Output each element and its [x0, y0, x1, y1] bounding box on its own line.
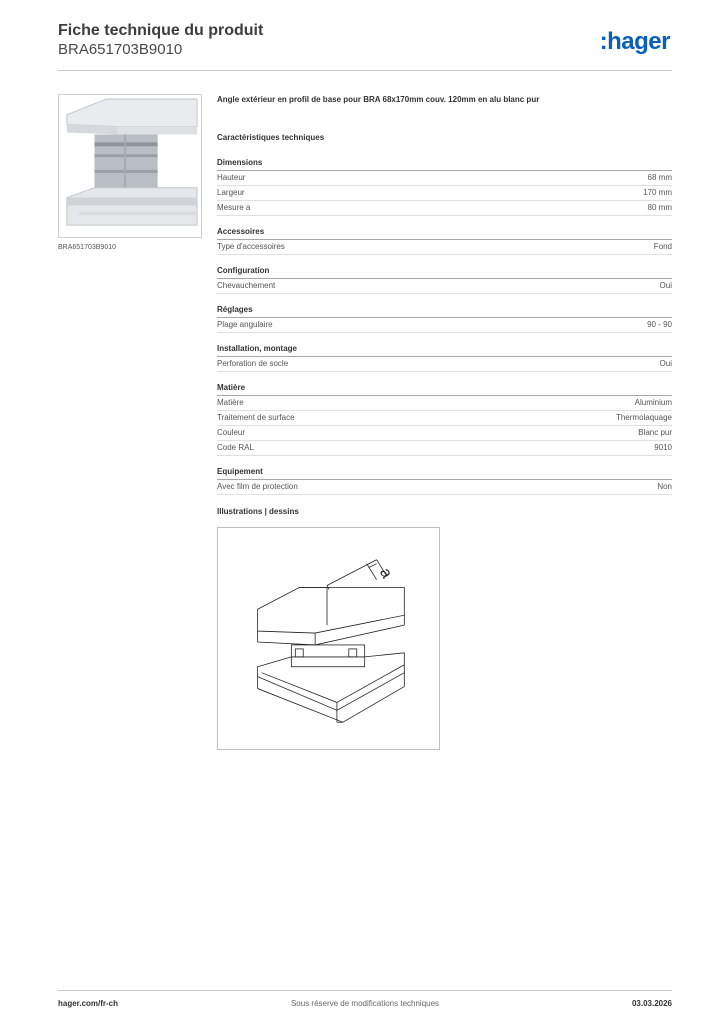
spec-section-title: Installation, montage — [217, 342, 672, 357]
spec-row — [217, 480, 672, 495]
spec-row — [217, 396, 672, 411]
spec-section-title: Matière — [217, 381, 672, 396]
spec-value: 90 - 90 — [647, 320, 672, 329]
logo-wordmark: :hager — [599, 28, 670, 55]
spec-label: Largeur — [217, 188, 245, 197]
page-header — [58, 22, 672, 71]
footer-notice: Sous réserve de modifications techniques — [290, 999, 440, 1008]
characteristics-sections — [217, 156, 672, 495]
product-description: Angle extérieur en profil de base pour BRA 68x170mm couv. 120mm en alu blanc pur — [217, 95, 540, 104]
spec-label: Hauteur — [217, 173, 246, 182]
corner-drawing-icon — [218, 528, 439, 749]
spec-value: 9010 — [654, 443, 672, 452]
spec-value: Blanc pur — [638, 428, 672, 437]
spec-section-title: Dimensions — [217, 156, 672, 171]
page-title: Fiche technique du produit — [58, 22, 264, 39]
spec-row — [217, 426, 672, 441]
spec-row — [217, 186, 672, 201]
spec-section — [217, 381, 672, 456]
footer-date: 03.03.2026 — [631, 999, 672, 1008]
spec-value: Fond — [653, 242, 672, 251]
spec-section — [217, 465, 672, 495]
spec-section — [217, 303, 672, 333]
spec-row — [217, 240, 672, 255]
spec-section-title: Accessoires — [217, 225, 672, 240]
spec-section — [217, 225, 672, 255]
spec-value: Thermolaquage — [615, 413, 672, 422]
technical-drawing — [217, 527, 440, 750]
spec-section — [217, 156, 672, 216]
spec-value: Non — [657, 482, 672, 491]
spec-row — [217, 201, 672, 216]
spec-value: 68 mm — [647, 173, 672, 182]
spec-row — [217, 411, 672, 426]
spec-section-title: Equipement — [217, 465, 672, 480]
spec-section-title: Configuration — [217, 264, 672, 279]
spec-label: Mesure a — [217, 203, 251, 212]
spec-row — [217, 279, 672, 294]
spec-value: Oui — [659, 359, 672, 368]
spec-row — [217, 171, 672, 186]
dimension-label: a — [376, 565, 396, 582]
illustrations-title: Illustrations | dessins — [217, 507, 299, 516]
spec-label: Couleur — [217, 428, 246, 437]
spec-label: Plage angulaire — [217, 320, 273, 329]
product-code-heading: BRA651703B9010 — [58, 41, 183, 58]
page-footer — [58, 990, 672, 1011]
spec-value: Aluminium — [634, 398, 672, 407]
spec-section — [217, 342, 672, 372]
spec-row — [217, 318, 672, 333]
spec-label: Chevauchement — [217, 281, 276, 290]
product-photo — [58, 94, 202, 238]
spec-label: Type d'accessoires — [217, 242, 285, 251]
spec-label: Matière — [217, 398, 244, 407]
product-photo-caption: BRA651703B9010 — [58, 244, 116, 251]
spec-row — [217, 357, 672, 372]
footer-website: hager.com/fr-ch — [58, 999, 119, 1008]
spec-label: Traitement de surface — [217, 413, 295, 422]
spec-section — [217, 264, 672, 294]
spec-label: Avec film de protection — [217, 482, 298, 491]
spec-row — [217, 441, 672, 456]
spec-value: 170 mm — [643, 188, 672, 197]
spec-value: 80 mm — [647, 203, 672, 212]
characteristics-title: Caractéristiques techniques — [217, 133, 325, 142]
technical-sheet — [217, 94, 672, 504]
product-photo-corner-icon — [59, 95, 201, 237]
hager-logo — [582, 24, 672, 60]
spec-label: Perforation de socle — [217, 359, 289, 368]
spec-value: Oui — [659, 281, 672, 290]
spec-section-title: Réglages — [217, 303, 672, 318]
spec-label: Code RAL — [217, 443, 254, 452]
